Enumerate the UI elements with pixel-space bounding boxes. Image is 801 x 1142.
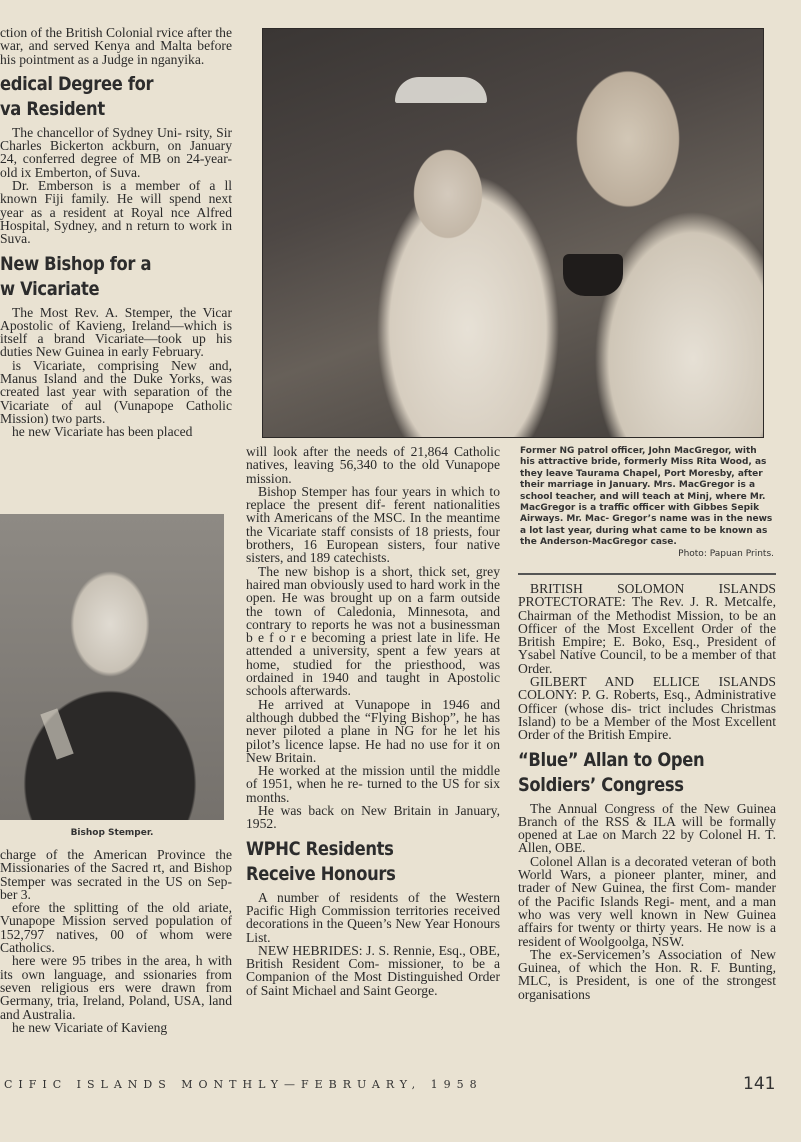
bowtie-shape [563,254,623,296]
tiara-shape [395,77,487,103]
paragraph: A number of residents of the Western Pacific High Commission territories received decorations in the Queen’s New Year Honours List. [246,889,500,945]
paragraph: He worked at the mission until the middle of 1951, when he re- turned to the US for six months. [246,763,500,805]
left-column-lower [0,848,232,1060]
paragraph: The Annual Congress of the New Guinea Branch of the RSS & ILA will be formally opened at Lae on March 22 by Colonel H. T. Allen, OBE. [518,800,776,856]
pectoral-cross-shape [40,708,73,759]
right-column [518,582,776,1062]
paragraph: here were 95 tribes in the area, h with its own language, and ssionaries from seven religious ers were drawn from Germany, tria, Ireland, Poland, USA, land and Australia. [0,953,232,1022]
middle-column [246,445,500,1060]
headline-blue-allan: “Blue” Allan to Open Soldiers’ Congress [518,748,705,796]
left-column-upper [0,26,232,510]
headline-new-bishop: New Bishop for a w Vicariate [0,252,152,300]
wedding-photo-caption: Former NG patrol officer, John MacGregor, with his attractive bride, formerly Miss Rita Wood, as they leave Taurama Chapel, Port Moresby, after their marriage in January. Mrs. MacGregor is a school teacher, and will teach at Minj, where Mr. MacGregor is a traffic officer with Gibbes Sepik Airways. Mr. Mac- Gregor’s name was in the news a lot last year, during what came to be known as the Anderson-MacGregor case. Photo: Papuan Prints. [520,446,774,559]
wedding-photo [262,28,764,438]
paragraph: Bishop Stemper has four years in which to replace the present dif- ferent nationalities with Americans of the MSC. In the meantime the Vicariate staff consists of 18 priests, four brothers, 16 European sisters, four native sisters, and 189 catechists. [246,483,500,566]
paragraph: He was back on New Britain in January, 1952. [246,803,500,832]
paragraph: The chancellor of Sydney Uni- rsity, Sir Charles Bickerton ackburn, on January 24, conferred degree of MB on 24-year-old ix Emberton, of Suva. [0,124,232,180]
headline-wphc-residents: WPHC Residents Receive Honours [246,837,396,885]
running-head: CIFIC ISLANDS MONTHLY—FEBRUARY, 1958 [4,1078,483,1091]
paragraph: he new Vicariate of Kavieng [12,1019,168,1035]
paragraph: The Most Rev. A. Stemper, the Vicar Apostolic of Kavieng, Ireland—which is itself a brand Vicariate—took up his duties New Guinea in early February. [0,304,232,360]
paragraph: NEW HEBRIDES: J. S. Rennie, Esq., OBE, British Resident Com- missioner, to be a Companion of the Most Distinguished Order of Saint Michael and Saint George. [246,942,500,998]
paragraph: GILBERT AND ELLICE ISLANDS COLONY: P. G. Roberts, Esq., Administrative Officer (whose dis- trict includes Christmas Island) to be a Member of the Most Excellent Order of the British Empire. [518,674,776,743]
paragraph: The ex-Servicemen’s Association of New Guinea, of which the Hon. R. F. Bunting, MLC, is President, is one of the strongest organisations [518,946,776,1002]
headline-medical-degree: edical Degree for va Resident [0,72,154,120]
paragraph: is Vicariate, comprising New and, Manus Island and the Duke Yorks, was created last year with separation of the Vicariate of aul (Vunapope Catholic Mission) two parts. [0,357,232,426]
page-number: 141 [743,1074,776,1094]
bishop-photo-caption: Bishop Stemper. [70,828,154,838]
paragraph: The new bishop is a short, thick set, grey haired man obviously used to hard work in the open. He was brought up on a farm outside the town of Caledonia, Minnesota, and contrary to reports he was not a businessman b e f o r e becoming a priest late in life. He attended a university, spent a few years at home, studied for the priesthood, was ordained in 1940 and taught in Apostolic schools afterwards. [246,563,500,699]
paragraph: Colonel Allan is a decorated veteran of both World Wars, a pioneer planter, miner, and trader of New Guinea, the first Com- mander of the Pacific Islands Regi- ment, and a man who was very well known in New Guinea affairs for twenty or thirty years. He now is a resident of Woolgoolga, NSW. [518,853,776,949]
paragraph: BRITISH SOLOMON ISLANDS PROTECTORATE: The Rev. J. R. Metcalfe, Chairman of the Methodist Mission, to be an Officer of the Most Excellent Order of the British Empire; E. Boko, Esq., President of Ysabel Native Council, to be a member of that Order. [518,582,776,676]
paragraph: efore the splitting of the old ariate, Vunapope Mission served population of 152,797 natives, 00 of whom were Catholics. [0,900,232,956]
photo-credit: Photo: Papuan Prints. [678,548,774,559]
paragraph: charge of the American Province the Missionaries of the Sacred rt, and Bishop Stemper was secrated in the US on Sep- ber 3. [0,848,232,902]
intro-paragraph: ction of the British Colonial rvice after the war, and served Kenya and Malta before his pointment as a Judge in nganyika. [0,26,232,67]
section-divider [518,573,776,575]
paragraph: he new Vicariate has been placed [12,424,193,440]
paragraph: Dr. Emberson is a member of a ll known Fiji family. He will spend next year as a resident at Royal nce Alfred Hospital, Sydney, and n return to work in Suva. [0,178,232,247]
page-footer [0,1072,801,1102]
bishop-photo [0,514,224,820]
paragraph: He arrived at Vunapope in 1946 and although dubbed the “Flying Bishop”, he has never piloted a plane in NG for he let his pilot’s licence lapse. He had no use for it on New Britain. [246,696,500,765]
paragraph: will look after the needs of 21,864 Catholic natives, leaving 56,340 to the old Vunapope mission. [246,445,500,486]
